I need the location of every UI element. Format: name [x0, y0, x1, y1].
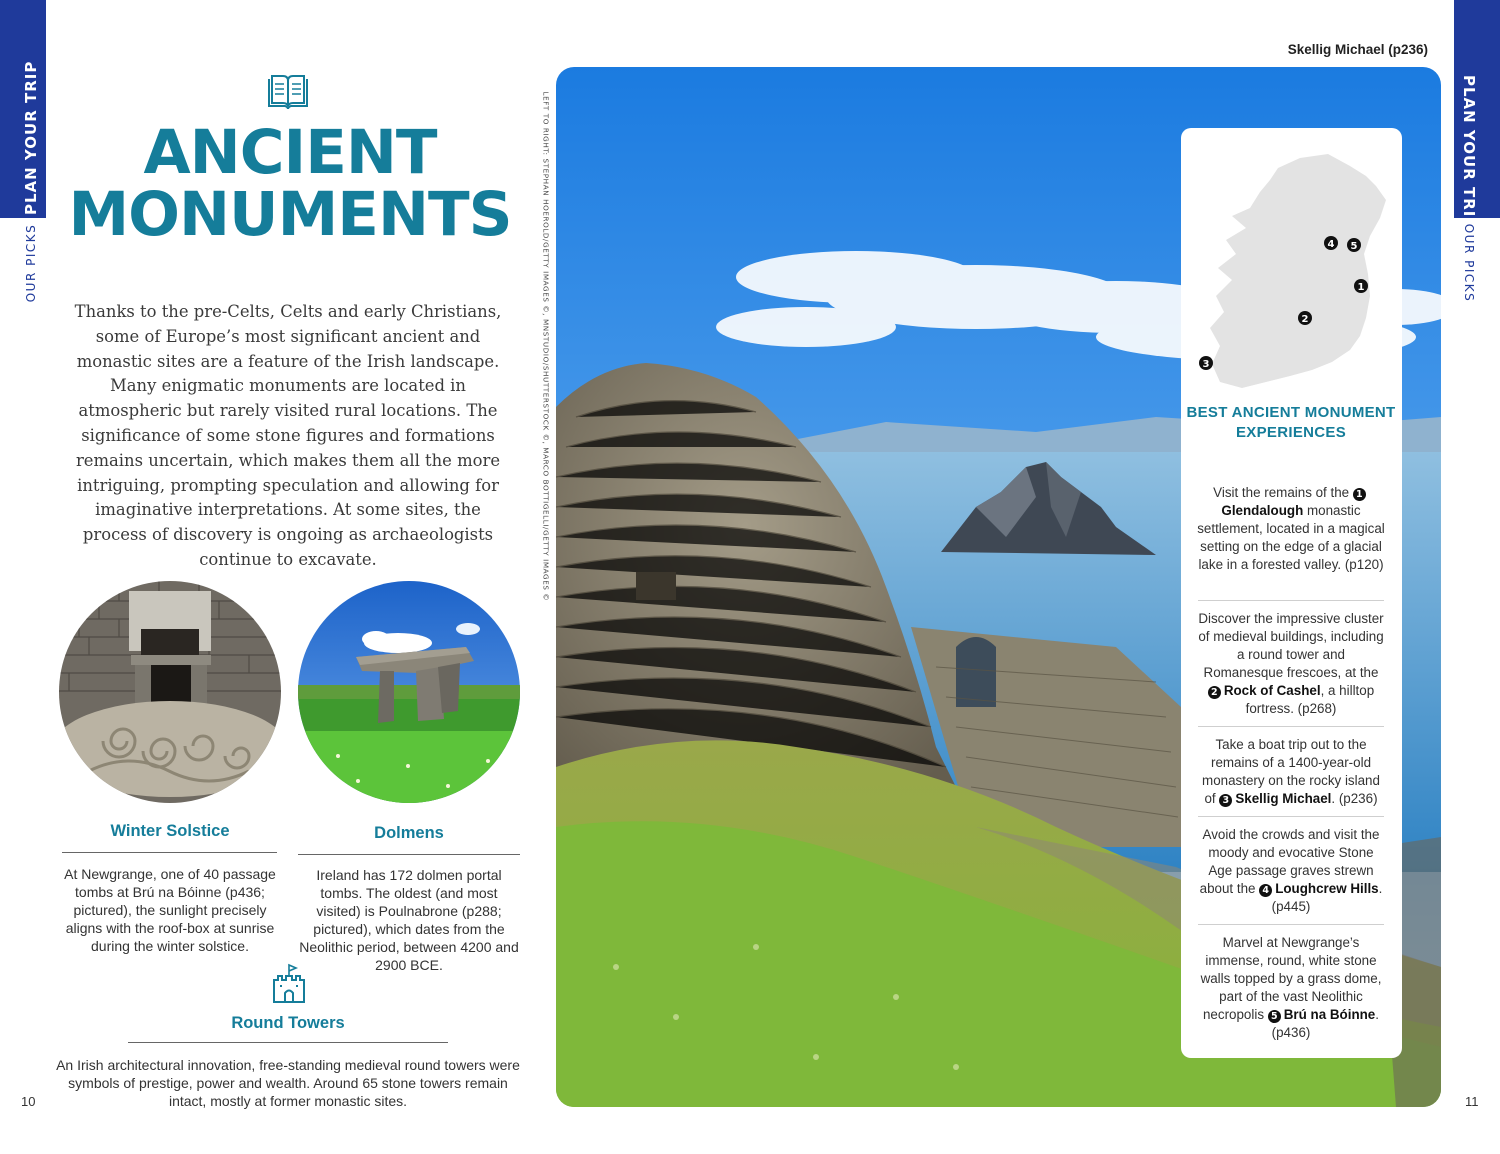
newgrange-photo — [59, 581, 281, 803]
dolmens-text: Ireland has 172 dolmen portal tombs. The oldest (and most visited) is Poulnabrone (p288; pictured), which dates from the Neolithic period, between 4200 and 2900 BCE. — [299, 867, 519, 973]
round-towers-rule — [128, 1042, 448, 1043]
map-marker-2 — [1298, 311, 1312, 325]
map-marker-5 — [1347, 238, 1361, 252]
experience-divider — [1198, 816, 1384, 817]
round-towers-heading: Round Towers — [231, 1014, 345, 1032]
number-badge-icon: 2 — [1208, 686, 1221, 699]
place-name: Loughcrew Hills — [1275, 881, 1379, 896]
page-number-right: 11 — [1465, 1094, 1479, 1109]
ireland-map — [1190, 150, 1395, 395]
experience-item: Discover the impressive cluster of medieval buildings, including a round tower and Romanesque frescoes, at the 2 Rock of Cashel, a hilltop fortress. (p268) — [1198, 611, 1384, 716]
svg-text:2: 2 — [1301, 314, 1309, 325]
dolmen-photo — [298, 581, 520, 803]
castle-tower-icon — [268, 962, 310, 1004]
svg-text:1: 1 — [1357, 282, 1365, 293]
section-label-left: OUR PICKS — [24, 223, 38, 303]
place-name: Glendalough — [1221, 503, 1304, 518]
place-name: Brú na Bóinne — [1283, 1007, 1376, 1022]
number-badge-icon: 4 — [1259, 884, 1272, 897]
number-badge-icon: 1 — [1353, 488, 1366, 501]
experience-item: Avoid the crowds and visit the moody and evocative Stone Age passage graves strewn about the 4 Loughcrew Hills. (p445) — [1199, 827, 1383, 914]
open-book-icon — [266, 73, 310, 113]
experience-divider — [1198, 924, 1384, 925]
svg-text:5: 5 — [1350, 241, 1358, 252]
experience-item: Visit the remains of the 1Glendalough monastic settlement, located in a magical setting on the edge of a glacial lake in a forested valley. (p120) — [1197, 485, 1385, 572]
svg-text:4: 4 — [1327, 239, 1335, 250]
photo-credit — [539, 91, 553, 602]
place-name: Rock of Cashel — [1223, 683, 1321, 698]
round-towers-text: An Irish architectural innovation, free-standing medieval round towers were symbols of prestige, power and wealth. Around 65 stone towers remain intact, mostly at former monastic sites. — [56, 1057, 520, 1109]
title-line-1: ANCIENT — [143, 117, 437, 188]
map-marker-3 — [1199, 356, 1213, 370]
photo-caption: Skellig Michael (p236) — [1287, 42, 1428, 57]
map-marker-4 — [1324, 236, 1338, 250]
winter-solstice-heading: Winter Solstice — [110, 822, 230, 840]
experience-divider — [1198, 600, 1384, 601]
experience-item: Take a boat trip out to the remains of a 1400-year-old monastery on the rocky island of 3 Skellig Michael. (p236) — [1202, 737, 1380, 806]
panel-heading: BEST ANCIENT MONUMENT EXPERIENCES — [1186, 404, 1396, 441]
side-tab-label-left: PLAN YOUR TRIP — [22, 60, 40, 215]
number-badge-icon: 5 — [1268, 1010, 1281, 1023]
dolmens-rule — [298, 854, 520, 855]
page-title — [60, 117, 520, 250]
intro-paragraph: Thanks to the pre-Celts, Celts and early Christians, some of Europe’s most significant ancient and monastic sites are a feature of the Irish landscape. Many enigmatic monuments are located in atmospheric but rarely visited rural locations. The significance of some stone figures and formations remains uncertain, which makes them all the more intriguing, prompting speculation and allowing for imaginative interpretations. At some sites, the process of discovery is ongoing as archaeologists continue to excavate. — [74, 302, 502, 569]
number-badge-icon: 3 — [1219, 794, 1232, 807]
title-line-2: MONUMENTS — [68, 179, 512, 250]
experience-divider — [1198, 726, 1384, 727]
section-label-right: OUR PICKS — [1462, 223, 1476, 303]
photo-credit-text: LEFT TO RIGHT: STEPHAN HOEROLD/GETTY IMAGES ©, MNSTUDIO/SHUTTERSTOCK ©, MARCO BOTTIGELLI/GETTY IMAGES © — [541, 91, 551, 602]
place-name: Skellig Michael — [1235, 791, 1332, 806]
page-number-left: 10 — [21, 1094, 36, 1109]
dolmens-heading: Dolmens — [374, 824, 444, 842]
map-marker-1 — [1354, 279, 1368, 293]
winter-solstice-rule — [62, 852, 277, 853]
svg-text:3: 3 — [1202, 359, 1210, 370]
side-tab-label-right: PLAN YOUR TRIP — [1460, 75, 1478, 230]
experience-item: Marvel at Newgrange’s immense, round, white stone walls topped by a grass dome, part of the vast Neolithic necropolis 5 Brú na Bóinne. (p436) — [1200, 935, 1382, 1040]
winter-solstice-text: At Newgrange, one of 40 passage tombs at Brú na Bóinne (p436; pictured), the sunlight precisely aligns with the roof-box at sunrise during the winter solstice. — [64, 866, 276, 954]
